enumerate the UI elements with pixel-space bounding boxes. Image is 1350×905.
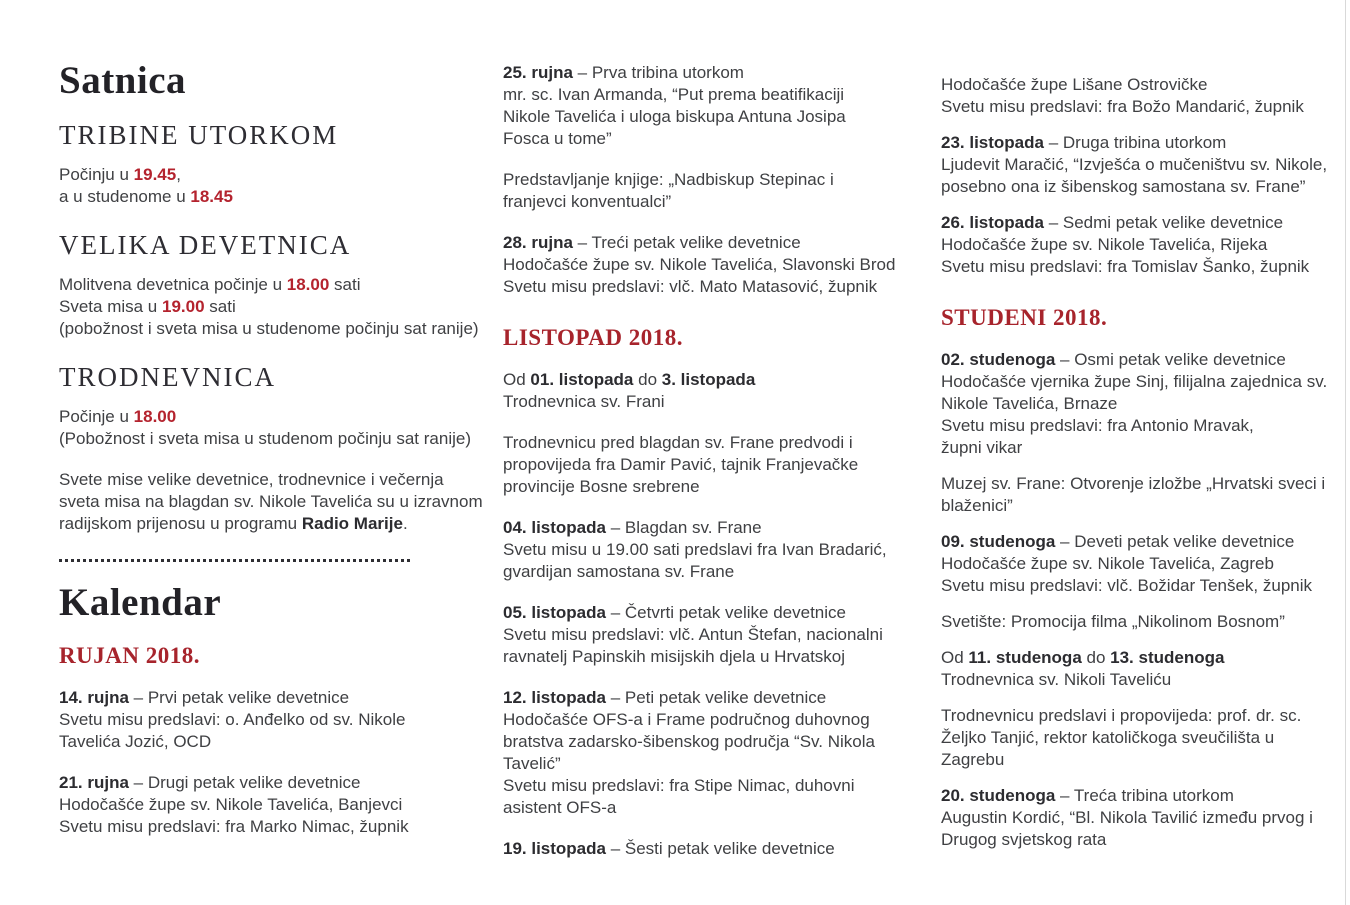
text-paragraph: [503, 838, 923, 860]
text-segment: 12. listopada: [503, 688, 606, 707]
text-segment: franjevci konventualci”: [503, 192, 672, 211]
text-segment: sveta misa na blagdan sv. Nikole Tavelića su u izravnom: [59, 492, 483, 511]
text-segment: Željko Tanjić, rektor katoličkoga sveučilišta u: [941, 728, 1275, 747]
text-paragraph: [503, 517, 923, 583]
text-segment: 14. rujna: [59, 688, 129, 707]
text-segment: Sveta misa u: [59, 297, 162, 316]
text-paragraph: [59, 772, 479, 838]
text-segment: 20. studenoga: [941, 786, 1056, 805]
text-segment: Muzej sv. Frane: Otvorenje izložbe „Hrvatski sveci i: [941, 474, 1326, 493]
text-segment: – Blagdan sv. Frane: [605, 518, 762, 537]
text-segment: propovijeda fra Damir Pavić, tajnik Franjevačke: [503, 455, 859, 474]
text-segment: 13. studenoga: [1110, 648, 1225, 667]
subsection-heading: TRIBINE UTORKOM: [59, 120, 339, 150]
text-segment: – Druga tribina utorkom: [1043, 133, 1227, 152]
text-paragraph: [941, 132, 1350, 198]
text-paragraph: [503, 62, 923, 150]
text-segment: Svetu misu predslavi: o. Anđelko od sv. Nikole: [59, 710, 406, 729]
text-segment: Radio Marije: [301, 514, 403, 533]
text-segment: Svetu misu predslavi: vlč. Mato Matasović, župnik: [503, 277, 878, 296]
text-segment: Počinju u: [59, 165, 134, 184]
column-middle: [503, 62, 923, 879]
text-segment: sati: [204, 297, 236, 316]
text-segment: 01. listopada: [530, 370, 634, 389]
text-segment: Hodočašće župe Lišane Ostrovičke: [941, 75, 1208, 94]
text-paragraph: [941, 611, 1350, 633]
text-segment: do: [633, 370, 662, 389]
text-paragraph: [59, 406, 479, 450]
month-heading: LISTOPAD 2018.: [503, 325, 683, 350]
text-segment: 26. listopada: [941, 213, 1044, 232]
text-segment: Svetu misu u 19.00 sati predslavi fra Ivan Bradarić,: [503, 540, 887, 559]
text-segment: 18.00: [286, 275, 330, 294]
text-segment: Svetište: Promocija filma „Nikolinom Bosnom”: [941, 612, 1285, 631]
text-segment: – Osmi petak velike devetnice: [1055, 350, 1286, 369]
text-segment: 21. rujna: [59, 773, 129, 792]
text-segment: Molitvena devetnica počinje u: [59, 275, 287, 294]
text-segment: 18.00: [133, 407, 177, 426]
text-segment: 23. listopada: [941, 133, 1044, 152]
text-segment: Svete mise velike devetnice, trodnevnice i večernja: [59, 470, 444, 489]
text-paragraph: [503, 232, 923, 298]
text-segment: Zagrebu: [941, 750, 1005, 769]
text-segment: Augustin Kordić, “Bl. Nikola Tavilić između prvog i: [941, 808, 1313, 827]
text-segment: 18.45: [190, 187, 233, 206]
text-segment: Od: [941, 648, 969, 667]
text-segment: (Pobožnost i sveta misa u studenom počinju sat ranije): [59, 429, 471, 448]
column-right: [941, 74, 1350, 865]
text-segment: – Prva tribina utorkom: [572, 63, 744, 82]
dotted-divider: [59, 559, 413, 562]
text-segment: – Četvrti petak velike devetnice: [605, 603, 846, 622]
text-segment: ravnatelj Papinskih misijskih djela u Hrvatskoj: [503, 647, 846, 666]
text-segment: Svetu misu predslavi: fra Tomislav Šanko, župnik: [941, 257, 1310, 276]
text-segment: Svetu misu predslavi: vlč. Božidar Tenšek, župnik: [941, 576, 1313, 595]
text-segment: 19.00: [162, 297, 205, 316]
text-segment: (pobožnost i sveta misa u studenome počinju sat ranije): [59, 319, 479, 338]
text-paragraph: [503, 432, 923, 498]
text-segment: Svetu misu predslavi: fra Marko Nimac, župnik: [59, 817, 409, 836]
month-heading: RUJAN 2018.: [59, 643, 200, 668]
text-segment: Ljudevit Maračić, “Izvješća o mučeništvu sv. Nikole,: [941, 155, 1328, 174]
text-paragraph: [503, 169, 923, 213]
text-paragraph: [941, 212, 1350, 278]
text-segment: – Deveti petak velike devetnice: [1055, 532, 1295, 551]
column-left: [59, 58, 483, 857]
subsection-heading: VELIKA DEVETNICA: [59, 230, 352, 260]
text-segment: 28. rujna: [503, 233, 573, 252]
text-segment: – Šesti petak velike devetnice: [605, 839, 835, 858]
text-segment: 02. studenoga: [941, 350, 1056, 369]
text-segment: Svetu misu predslavi: fra Antonio Mravak,: [941, 416, 1254, 435]
text-segment: Tavelić”: [503, 754, 561, 773]
text-segment: – Prvi petak velike devetnice: [128, 688, 350, 707]
text-segment: Nikole Tavelića i uloga biskupa Antuna Josipa: [503, 107, 846, 126]
text-segment: 09. studenoga: [941, 532, 1056, 551]
text-segment: bratstva zadarsko-šibenskog područja “Sv. Nikola: [503, 732, 875, 751]
text-segment: a u studenome u: [59, 187, 191, 206]
text-segment: posebno ona iz šibenskog samostana sv. Frane”: [941, 177, 1306, 196]
text-segment: Svetu misu predslavi: vlč. Antun Štefan, nacionalni: [503, 625, 883, 644]
text-segment: – Treći petak velike devetnice: [572, 233, 801, 252]
text-segment: Svetu misu predslavi: fra Božo Mandarić, župnik: [941, 97, 1304, 116]
text-paragraph: [59, 687, 479, 753]
text-segment: Hodočašće župe sv. Nikole Tavelića, Slavonski Brod: [503, 255, 896, 274]
text-segment: asistent OFS-a: [503, 798, 617, 817]
text-segment: Trodnevnica sv. Nikoli Taveliću: [941, 670, 1172, 689]
text-segment: – Sedmi petak velike devetnice: [1043, 213, 1284, 232]
text-paragraph: [941, 473, 1350, 517]
text-segment: 05. listopada: [503, 603, 606, 622]
text-paragraph: [59, 469, 483, 535]
text-segment: Počinje u: [59, 407, 134, 426]
text-segment: 04. listopada: [503, 518, 606, 537]
page-right-edge: [1345, 0, 1346, 905]
text-segment: Fosca u tome”: [503, 129, 612, 148]
text-paragraph: [941, 74, 1350, 118]
text-segment: Od: [503, 370, 531, 389]
text-paragraph: [503, 687, 923, 819]
text-paragraph: [941, 785, 1350, 851]
text-paragraph: [941, 647, 1350, 691]
text-paragraph: [941, 349, 1350, 459]
text-segment: sati: [329, 275, 361, 294]
text-segment: Tavelića Jozić, OCD: [59, 732, 212, 751]
text-segment: Trodnevnicu predslavi i propovijeda: prof. dr. sc.: [941, 706, 1302, 725]
text-segment: 19.45: [133, 165, 177, 184]
month-heading: STUDENI 2018.: [941, 305, 1108, 330]
text-segment: ,: [176, 165, 181, 184]
text-segment: Hodočašće vjernika župe Sinj, filijalna zajednica sv.: [941, 372, 1328, 391]
text-segment: Hodočašće župe sv. Nikole Tavelića, Zagreb: [941, 554, 1274, 573]
section-title: Kalendar: [59, 581, 222, 624]
text-segment: blaženici”: [941, 496, 1013, 515]
text-paragraph: [59, 274, 479, 340]
text-segment: Trodnevnica sv. Frani: [503, 392, 665, 411]
text-segment: Trodnevnicu pred blagdan sv. Frane predvodi i: [503, 433, 853, 452]
text-segment: – Treća tribina utorkom: [1055, 786, 1234, 805]
text-segment: Drugog svjetskog rata: [941, 830, 1107, 849]
text-segment: mr. sc. Ivan Armanda, “Put prema beatifikaciji: [503, 85, 845, 104]
text-segment: do: [1081, 648, 1111, 667]
text-segment: 19. listopada: [503, 839, 606, 858]
text-paragraph: [503, 602, 923, 668]
text-segment: Svetu misu predslavi: fra Stipe Nimac, duhovni: [503, 776, 855, 795]
text-segment: 11. studenoga: [968, 648, 1082, 667]
text-paragraph: [941, 705, 1350, 771]
text-segment: Nikole Tavelića, Brnaze: [941, 394, 1118, 413]
text-paragraph: [59, 164, 479, 208]
text-segment: 3. listopada: [661, 370, 756, 389]
text-segment: Hodočašće župe sv. Nikole Tavelića, Banjevci: [59, 795, 403, 814]
text-paragraph: [503, 369, 923, 413]
text-segment: – Peti petak velike devetnice: [605, 688, 827, 707]
section-title: Satnica: [59, 59, 187, 102]
text-segment: .: [402, 514, 408, 533]
text-segment: 25. rujna: [503, 63, 573, 82]
text-paragraph: [941, 531, 1350, 597]
text-segment: radijskom prijenosu u programu: [59, 514, 302, 533]
text-segment: Hodočašće župe sv. Nikole Tavelića, Rijeka: [941, 235, 1268, 254]
text-segment: – Drugi petak velike devetnice: [128, 773, 361, 792]
text-segment: provincije Bosne srebrene: [503, 477, 700, 496]
subsection-heading: TRODNEVNICA: [59, 362, 276, 392]
text-segment: Predstavljanje knjige: „Nadbiskup Stepinac i: [503, 170, 834, 189]
text-segment: gvardijan samostana sv. Frane: [503, 562, 735, 581]
text-segment: Hodočašće OFS-a i Frame područnog duhovnog: [503, 710, 870, 729]
text-segment: župni vikar: [941, 438, 1023, 457]
